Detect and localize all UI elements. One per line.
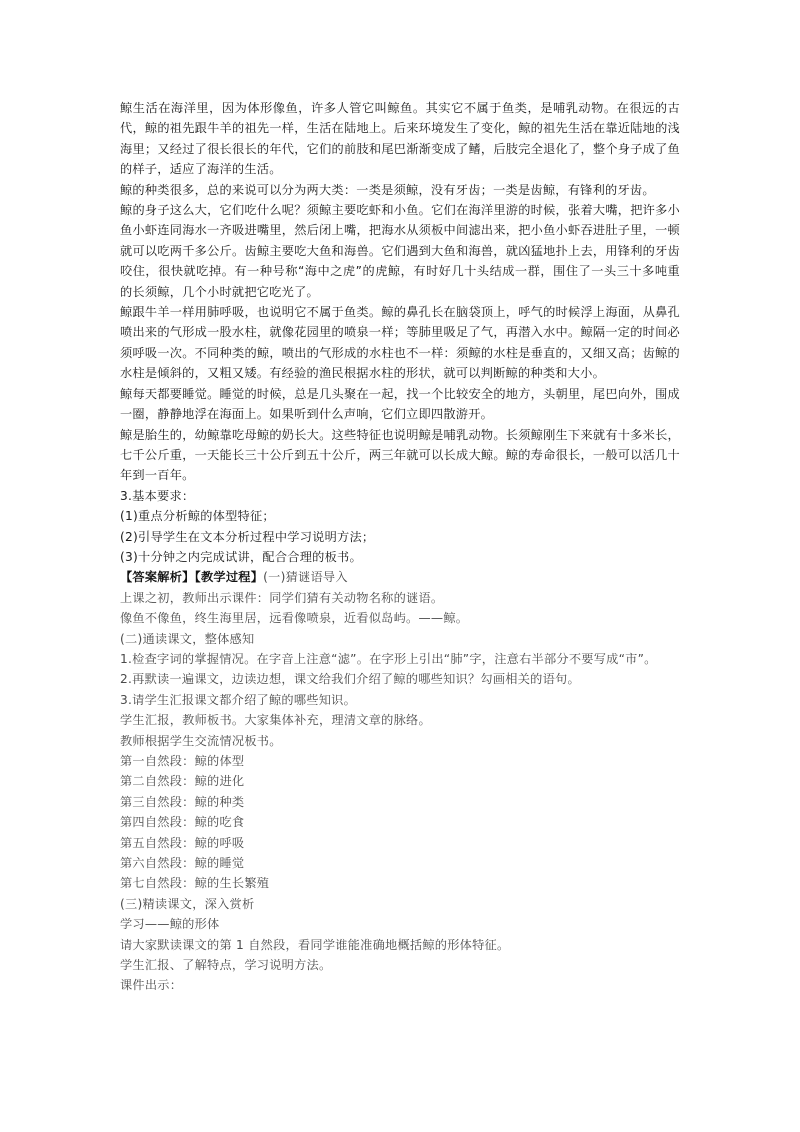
answer-line-9: 第一自然段：鲸的体型 <box>120 754 245 768</box>
answer-line-1: 上课之初，教师出示课件：同学们猜有关动物名称的谜语。 <box>120 590 444 605</box>
answer-line-14: 第六自然段：鲸的睡觉 <box>120 856 245 871</box>
answer-line-3: (二)通读课文，整体感知 <box>120 631 255 646</box>
passage-paragraph-1: 鲸生活在海洋里，因为体形像鱼，许多人管它叫鲸鱼。其实它不属于鱼类，是哺乳动物。在很远的古代，鲸的祖先跟牛羊的祖先一样，生活在陆地上。后来环境发生了变化，鲸的祖先生活在靠近陆地的浅海里；又经过了很长很长的年代，它们的前肢和尾巴渐渐变成了鳍，后肢完全退化了，整个身子成了鱼的样子，适应了海洋的生活。 <box>120 101 680 177</box>
answer-line-20: 课件出示： <box>120 978 183 993</box>
step-one-title: (一)猜谜语导入 <box>263 570 348 585</box>
document-page <box>120 98 680 996</box>
requirement-item-2: (2)引导学生在文本分析过程中学习说明方法； <box>120 529 375 544</box>
requirements-title: 3.基本要求： <box>120 488 195 503</box>
passage-section <box>120 98 680 567</box>
answer-line-18: 请大家默读课文的第 1 自然段，看同学谁能准确地概括鲸的形体特征。 <box>120 937 510 952</box>
requirements-block <box>120 486 680 568</box>
answer-line-2: 像鱼不像鱼，终生海里居，远看像喷泉，近看似岛屿。——鲸。 <box>120 611 469 626</box>
passage-paragraph-5: 鲸每天都要睡觉。睡觉的时候，总是几头聚在一起，找一个比较安全的地方，头朝里，尾巴向外，围成一圈，静静地浮在海面上。如果听到什么声响，它们立即四散游开。 <box>120 386 680 422</box>
answer-line-15: 第七自然段：鲸的生长繁殖 <box>120 876 270 891</box>
answer-heading <box>120 567 680 587</box>
answer-section <box>120 567 680 996</box>
answer-line-16: (三)精读课文，深入赏析 <box>120 896 255 911</box>
passage-paragraph-3: 鲸的身子这么大，它们吃什么呢？须鲸主要吃虾和小鱼。它们在海洋里游的时候，张着大嘴，把许多小鱼小虾连同海水一齐吸进嘴里，然后闭上嘴，把海水从须板中间滤出来，把小鱼小虾吞进肚子里，一顿就可以吃两千多公斤。齿鲸主要吃大鱼和海兽。它们遇到大鱼和海兽，就凶猛地扑上去，用锋利的牙齿咬住，很快就吃掉。有一种号称“海中之虎”的虎鲸，有时好几十头结成一群，围住了一头三十多吨重的长须鲸，几个小时就把它吃光了。 <box>120 203 680 299</box>
answer-line-10: 第二自然段：鲸的进化 <box>120 774 245 789</box>
answer-line-5: 2.再默读一遍课文，边读边想，课文给我们介绍了鲸的哪些知识？勾画相关的语句。 <box>120 672 580 687</box>
answer-line-19: 学生汇报、了解特点，学习说明方法。 <box>120 958 332 973</box>
answer-line-13: 第五自然段：鲸的呼吸 <box>120 835 245 850</box>
answer-line-11: 第三自然段：鲸的种类 <box>120 794 245 809</box>
answer-line-12: 第四自然段：鲸的吃食 <box>120 815 245 830</box>
answer-line-4: 1.检查字词的掌握情况。在字音上注意“滤”。在字形上引出“肺”字，注意右半部分不要写成“市”。 <box>120 651 657 666</box>
answer-line-7: 学生汇报，教师板书。大家集体补充，理清文章的脉络。 <box>120 713 431 728</box>
answer-analysis-label: 【答案解析】 <box>120 570 195 585</box>
teaching-process-label: 【教学过程】 <box>194 570 264 585</box>
requirement-item-1: (1)重点分析鲸的体型特征； <box>120 509 275 524</box>
answer-line-6: 3.请学生汇报课文都介绍了鲸的哪些知识。 <box>120 692 357 707</box>
answer-line-8: 教师根据学生交流情况板书。 <box>120 733 282 748</box>
passage-paragraph-2: 鲸的种类很多，总的来说可以分为两大类：一类是须鲸，没有牙齿；一类是齿鲸，有锋利的牙齿。 <box>120 182 655 197</box>
answer-line-17: 学习——鲸的形体 <box>120 917 220 932</box>
passage-paragraph-4: 鲸跟牛羊一样用肺呼吸，也说明它不属于鱼类。鲸的鼻孔长在脑袋顶上，呼气的时候浮上海面，从鼻孔喷出来的气形成一股水柱，就像花园里的喷泉一样；等肺里吸足了气，再潜入水中。鲸隔一定的时间必须呼吸一次。不同种类的鲸，喷出的气形成的水柱也不一样：须鲸的水柱是垂直的，又细又高；齿鲸的水柱是倾斜的，又粗又矮。有经验的渔民根据水柱的形状，就可以判断鲸的种类和大小。 <box>120 305 680 381</box>
requirement-item-3: (3)十分钟之内完成试讲，配合合理的板书。 <box>120 549 362 564</box>
passage-paragraph-6: 鲸是胎生的，幼鲸靠吃母鲸的奶长大。这些特征也说明鲸是哺乳动物。长须鲸刚生下来就有十多米长，七千公斤重，一天能长三十公斤到五十公斤，两三年就可以长成大鲸。鲸的寿命很长，一般可以活几十年到一百年。 <box>120 427 680 483</box>
